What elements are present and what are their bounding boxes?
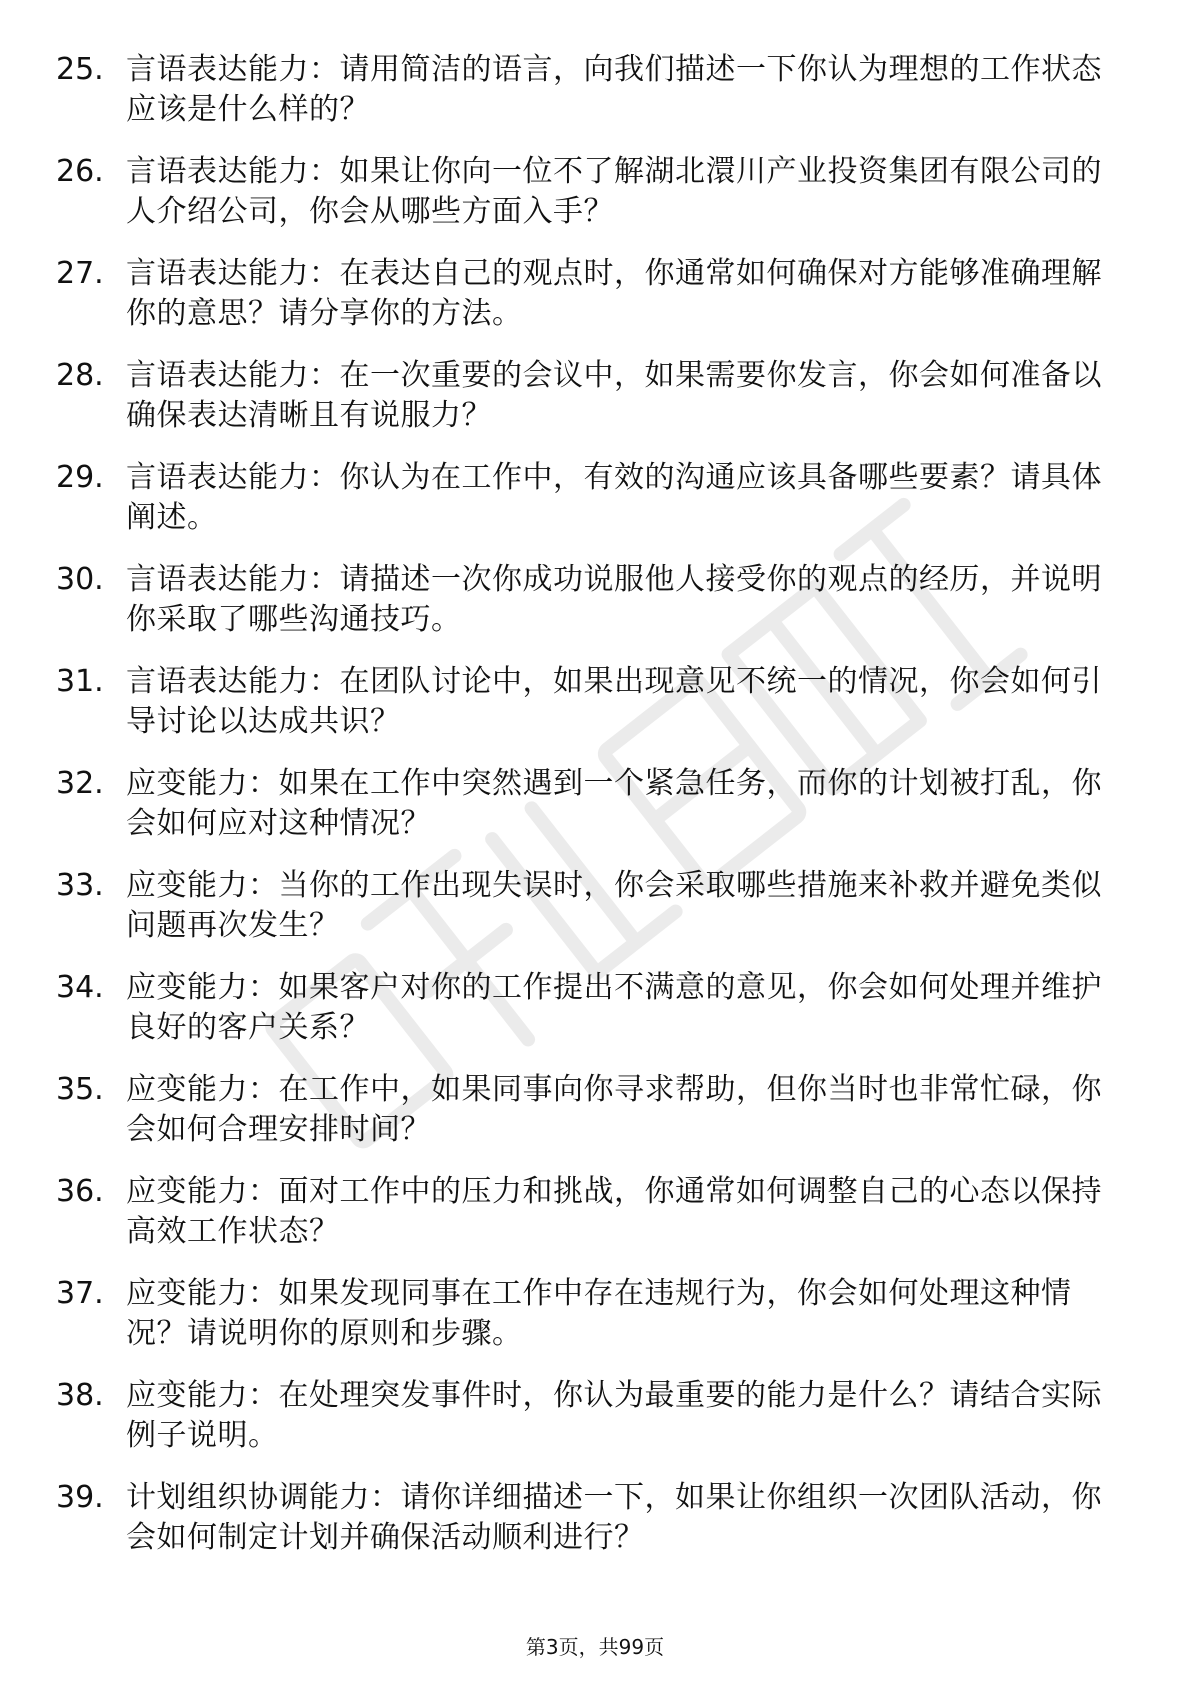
question-number: 37. bbox=[56, 1276, 104, 1311]
question-text: 言语表达能力：如果让你向一位不了解湖北澴川产业投资集团有限公司的人介绍公司，你会从哪些方面入手？ bbox=[126, 154, 1102, 229]
page-number-label: 第3页，共99页 bbox=[525, 1635, 665, 1659]
question-item bbox=[56, 356, 1136, 436]
question-number: 28. bbox=[56, 358, 104, 393]
question-number: 35. bbox=[56, 1072, 104, 1107]
question-item bbox=[56, 1070, 1136, 1150]
question-text: 计划组织协调能力：请你详细描述一下，如果让你组织一次团队活动，你会如何制定计划并确保活动顺利进行？ bbox=[126, 1480, 1102, 1555]
question-number: 38. bbox=[56, 1378, 104, 1413]
question-item bbox=[56, 1376, 1136, 1456]
question-item bbox=[56, 1172, 1136, 1252]
question-number: 39. bbox=[56, 1480, 104, 1515]
question-text: 应变能力：在处理突发事件时，你认为最重要的能力是什么？请结合实际例子说明。 bbox=[126, 1378, 1102, 1453]
question-text: 言语表达能力：请描述一次你成功说服他人接受你的观点的经历，并说明你采取了哪些沟通技巧。 bbox=[126, 562, 1102, 637]
question-list bbox=[56, 50, 1136, 1580]
question-item bbox=[56, 50, 1136, 130]
question-text: 言语表达能力：你认为在工作中，有效的沟通应该具备哪些要素？请具体阐述。 bbox=[126, 460, 1102, 535]
question-text: 应变能力：如果在工作中突然遇到一个紧急任务，而你的计划被打乱，你会如何应对这种情况？ bbox=[126, 766, 1102, 841]
question-item bbox=[56, 254, 1136, 334]
question-number: 29. bbox=[56, 460, 104, 495]
question-text: 应变能力：如果发现同事在工作中存在违规行为，你会如何处理这种情况？请说明你的原则和步骤。 bbox=[126, 1276, 1072, 1351]
question-number: 25. bbox=[56, 52, 104, 87]
question-item bbox=[56, 1274, 1136, 1354]
question-item bbox=[56, 764, 1136, 844]
question-text: 言语表达能力：在团队讨论中，如果出现意见不统一的情况，你会如何引导讨论以达成共识？ bbox=[126, 664, 1102, 739]
question-number: 34. bbox=[56, 970, 104, 1005]
question-item bbox=[56, 866, 1136, 946]
question-number: 32. bbox=[56, 766, 104, 801]
question-number: 33. bbox=[56, 868, 104, 903]
question-number: 30. bbox=[56, 562, 104, 597]
question-number: 27. bbox=[56, 256, 104, 291]
question-text: 言语表达能力：在表达自己的观点时，你通常如何确保对方能够准确理解你的意思？请分享你的方法。 bbox=[126, 256, 1102, 331]
page-footer bbox=[0, 1634, 1190, 1660]
question-text: 言语表达能力：请用简洁的语言，向我们描述一下你认为理想的工作状态应该是什么样的？ bbox=[126, 52, 1102, 127]
question-text: 应变能力：面对工作中的压力和挑战，你通常如何调整自己的心态以保持高效工作状态？ bbox=[126, 1174, 1102, 1249]
question-text: 应变能力：当你的工作出现失误时，你会采取哪些措施来补救并避免类似问题再次发生？ bbox=[126, 868, 1102, 943]
question-item bbox=[56, 1478, 1136, 1558]
question-number: 36. bbox=[56, 1174, 104, 1209]
question-text: 应变能力：在工作中，如果同事向你寻求帮助，但你当时也非常忙碌，你会如何合理安排时间？ bbox=[126, 1072, 1102, 1147]
question-item bbox=[56, 968, 1136, 1048]
question-text: 言语表达能力：在一次重要的会议中，如果需要你发言，你会如何准备以确保表达清晰且有说服力？ bbox=[126, 358, 1102, 433]
question-number: 26. bbox=[56, 154, 104, 189]
question-number: 31. bbox=[56, 664, 104, 699]
question-item bbox=[56, 152, 1136, 232]
question-item bbox=[56, 662, 1136, 742]
question-text: 应变能力：如果客户对你的工作提出不满意的意见，你会如何处理并维护良好的客户关系？ bbox=[126, 970, 1102, 1045]
question-item bbox=[56, 458, 1136, 538]
question-item bbox=[56, 560, 1136, 640]
